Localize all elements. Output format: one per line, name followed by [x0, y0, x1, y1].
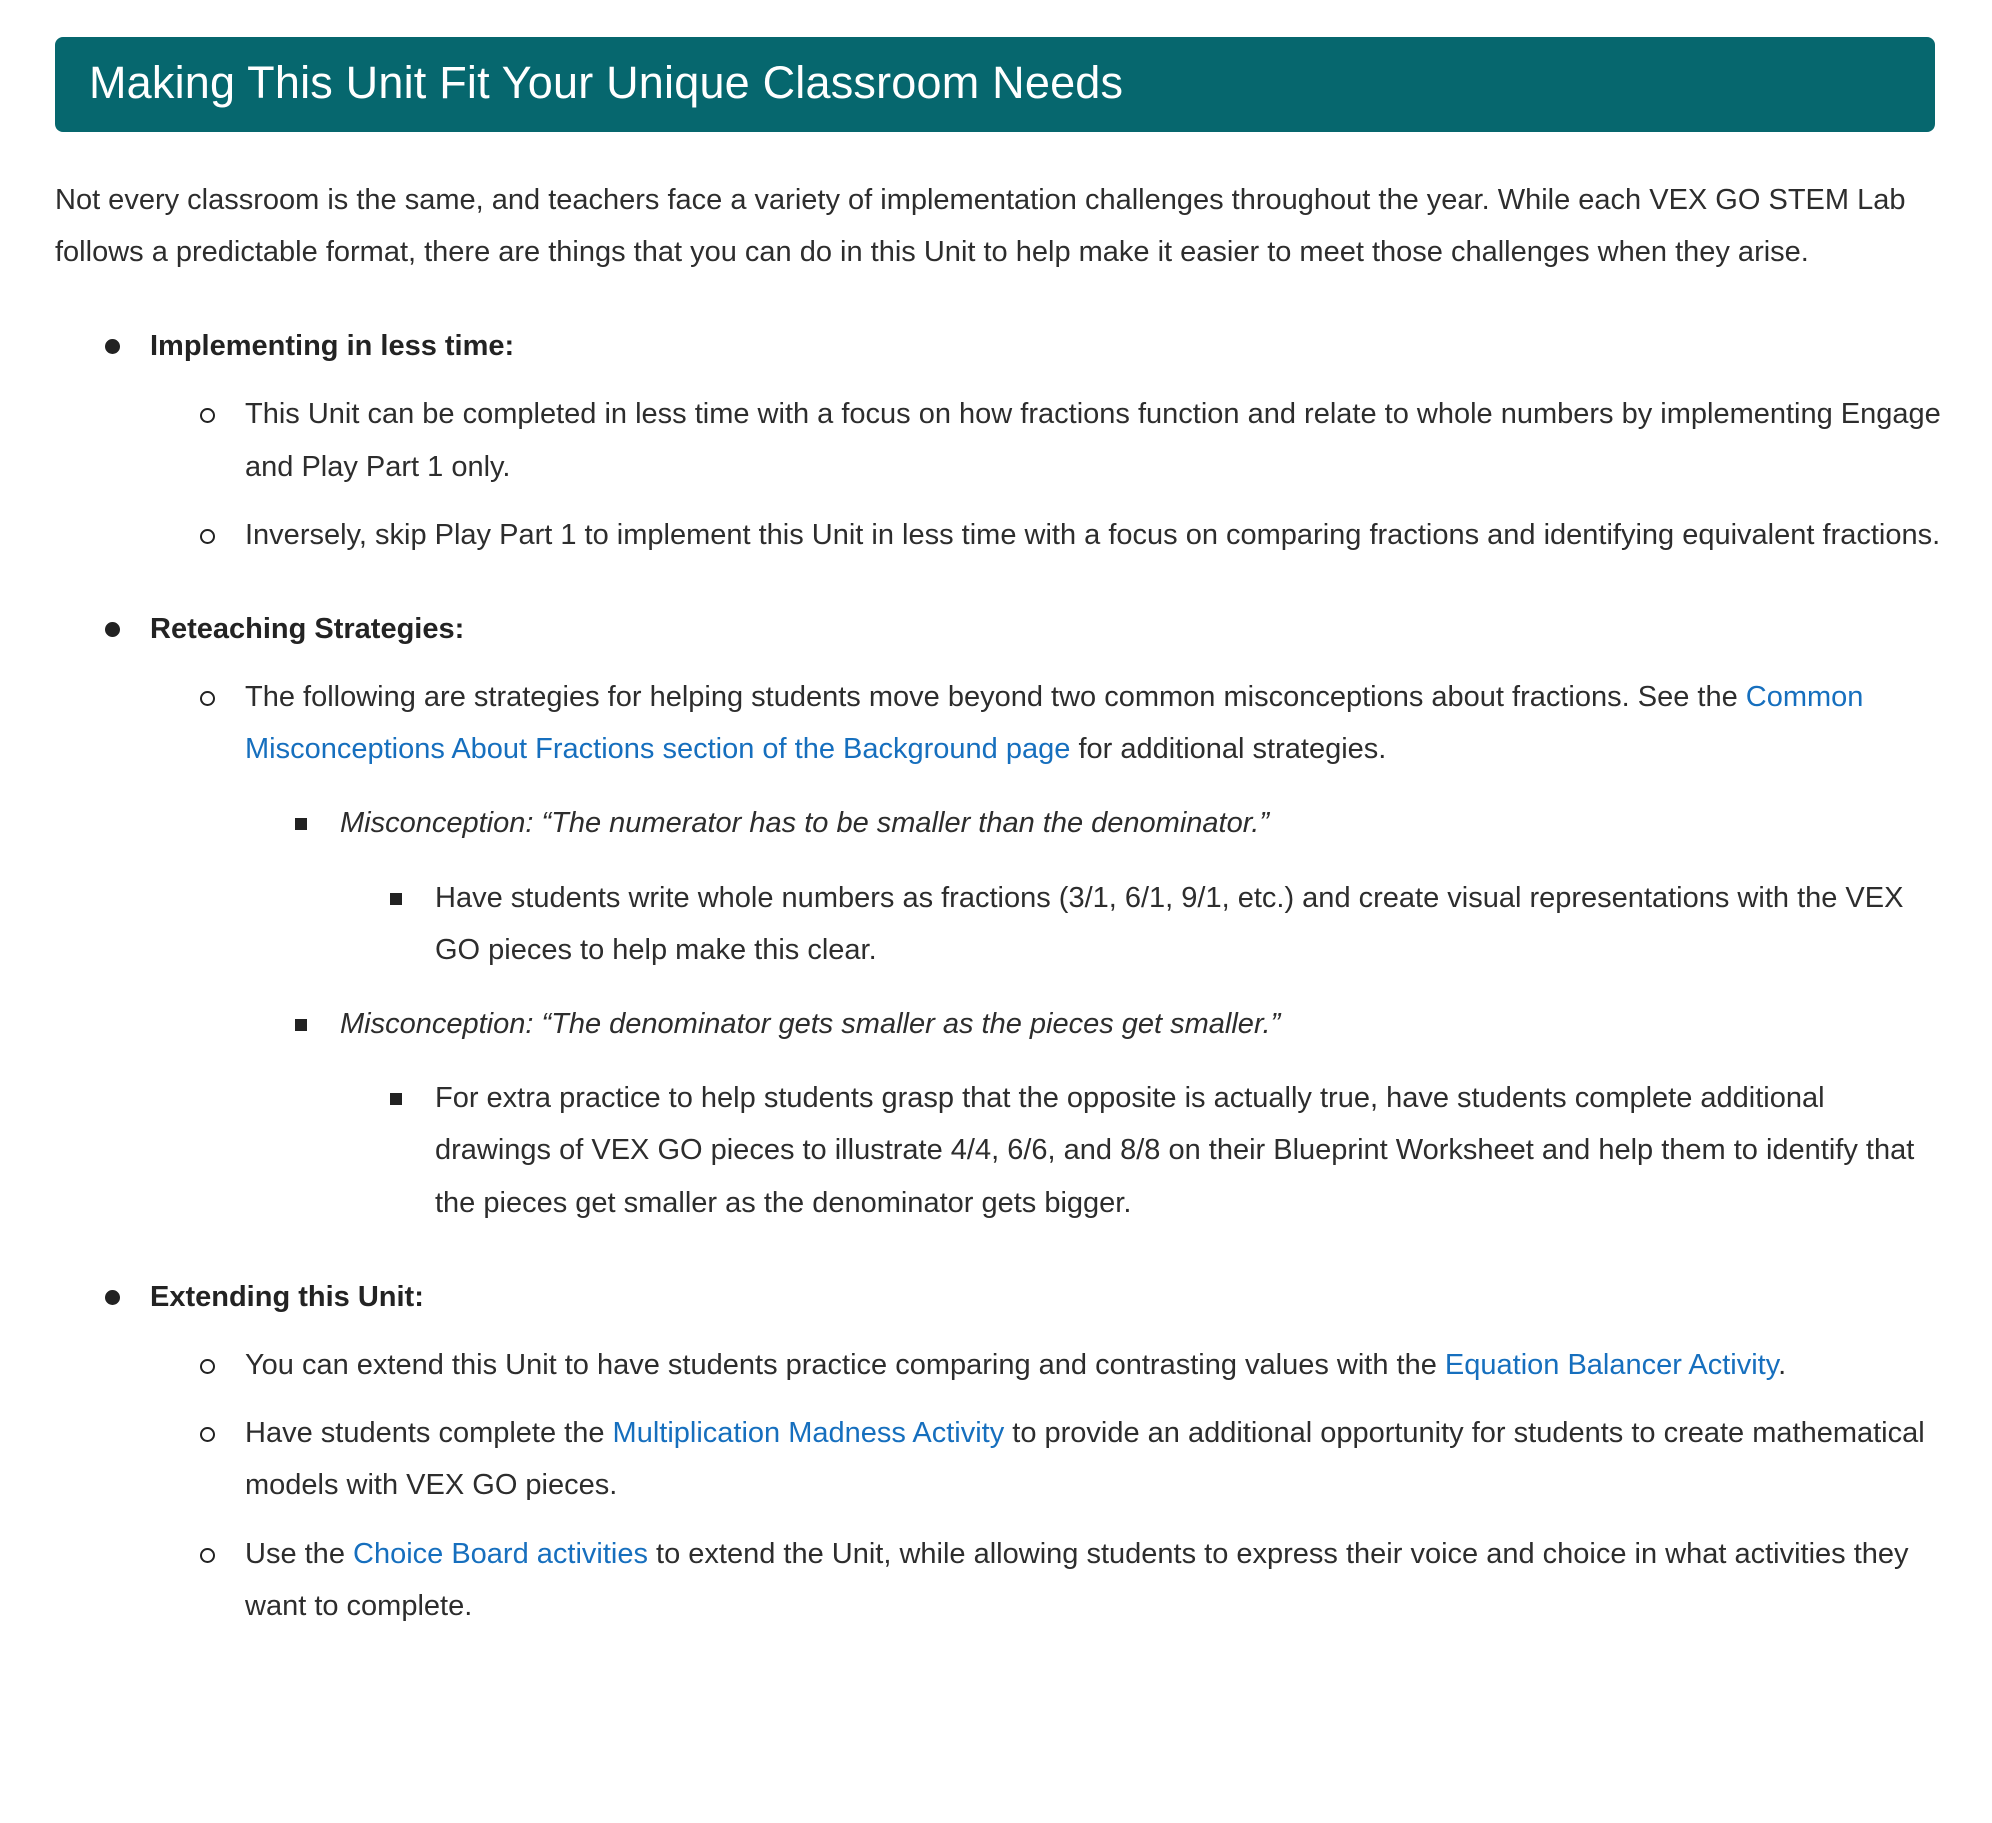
link-choice-board-activities[interactable]: Choice Board activities: [353, 1537, 648, 1570]
list-item-text: Have students complete the: [245, 1417, 613, 1450]
misconceptions-list: [245, 797, 1945, 1228]
list-item: [435, 872, 1945, 976]
document-page: [0, 37, 1992, 1692]
outline-list: [55, 320, 1945, 1632]
list-item: [245, 509, 1945, 561]
list-item-text: Use the: [245, 1537, 353, 1570]
list-item-text: The following are strategies for helping students move beyond two common misconceptions about fractions. See the: [245, 681, 1746, 714]
extending-heading: Extending this Unit:: [150, 1280, 424, 1313]
reteaching-sublist: [150, 671, 1945, 1229]
misconception-tips: [340, 872, 1945, 976]
list-item: [245, 1339, 1945, 1391]
link-common-misconceptions[interactable]: Common Misconceptions About Fractions section of the Background page: [245, 681, 1864, 766]
list-item: [245, 1407, 1945, 1511]
page-title-banner: [55, 37, 1935, 132]
list-item: [435, 1072, 1945, 1229]
list-item-text: Inversely, skip Play Part 1 to implement this Unit in less time with a focus on comparing fractions and identifying equivalent fractions.: [245, 518, 1941, 551]
link-equation-balancer-activity[interactable]: Equation Balancer Activity: [1444, 1348, 1779, 1381]
misconception-item: [340, 998, 1945, 1229]
misconception-tips: [340, 1072, 1945, 1229]
link-multiplication-madness-activity[interactable]: Multiplication Madness Activity: [612, 1417, 1005, 1450]
list-item: [245, 388, 1945, 492]
list-item-text: You can extend this Unit to have students practice comparing and contrasting values with the: [245, 1348, 1445, 1381]
list-item-text: This Unit can be completed in less time with a focus on how fractions function and relate to whole numbers by implementing Engage and Play Part 1 only.: [245, 398, 1941, 483]
list-item-text: .: [1778, 1348, 1787, 1381]
misconception-label: Misconception: “The denominator gets smaller as the pieces get smaller.”: [340, 1008, 1281, 1040]
bullet-implementing: [150, 320, 1945, 561]
implementing-heading: Implementing in less time:: [150, 330, 515, 363]
intro-paragraph: Not every classroom is the same, and teachers face a variety of implementation challenges throughout the year. While each VEX GO STEM Lab follows a predictable format, there are things that you can do in this Unit to help make it easier to meet those challenges when they arise.: [55, 183, 1906, 268]
list-item-text: Have students write whole numbers as fractions (3/1, 6/1, 9/1, etc.) and create visual representations with the VEX GO pieces to help make this clear.: [435, 881, 1904, 966]
list-item-text: For extra practice to help students grasp that the opposite is actually true, have students complete additional drawings of VEX GO pieces to illustrate 4/4, 6/6, and 8/8 on their Blueprint Worksheet and help them to identify that the pieces get smaller as the denominator gets bigger.: [435, 1082, 1915, 1219]
misconception-item: [340, 797, 1945, 976]
list-item-text: for additional strategies.: [1070, 733, 1387, 766]
list-item: [245, 671, 1945, 1229]
bullet-extending: [150, 1271, 1945, 1632]
implementing-sublist: [150, 388, 1945, 561]
list-item-text: to provide an additional opportunity for students to create mathematical models with VEX GO pieces.: [245, 1417, 1925, 1502]
list-item: [245, 1528, 1945, 1632]
bullet-reteaching: [150, 603, 1945, 1229]
list-item-text: to extend the Unit, while allowing students to express their voice and choice in what activities they want to complete.: [245, 1537, 1909, 1622]
reteaching-heading: Reteaching Strategies:: [150, 612, 465, 645]
page-title: Making This Unit Fit Your Unique Classroom Needs: [89, 57, 1124, 108]
extending-sublist: [150, 1339, 1945, 1632]
misconception-label: Misconception: “The numerator has to be smaller than the denominator.”: [340, 807, 1270, 840]
